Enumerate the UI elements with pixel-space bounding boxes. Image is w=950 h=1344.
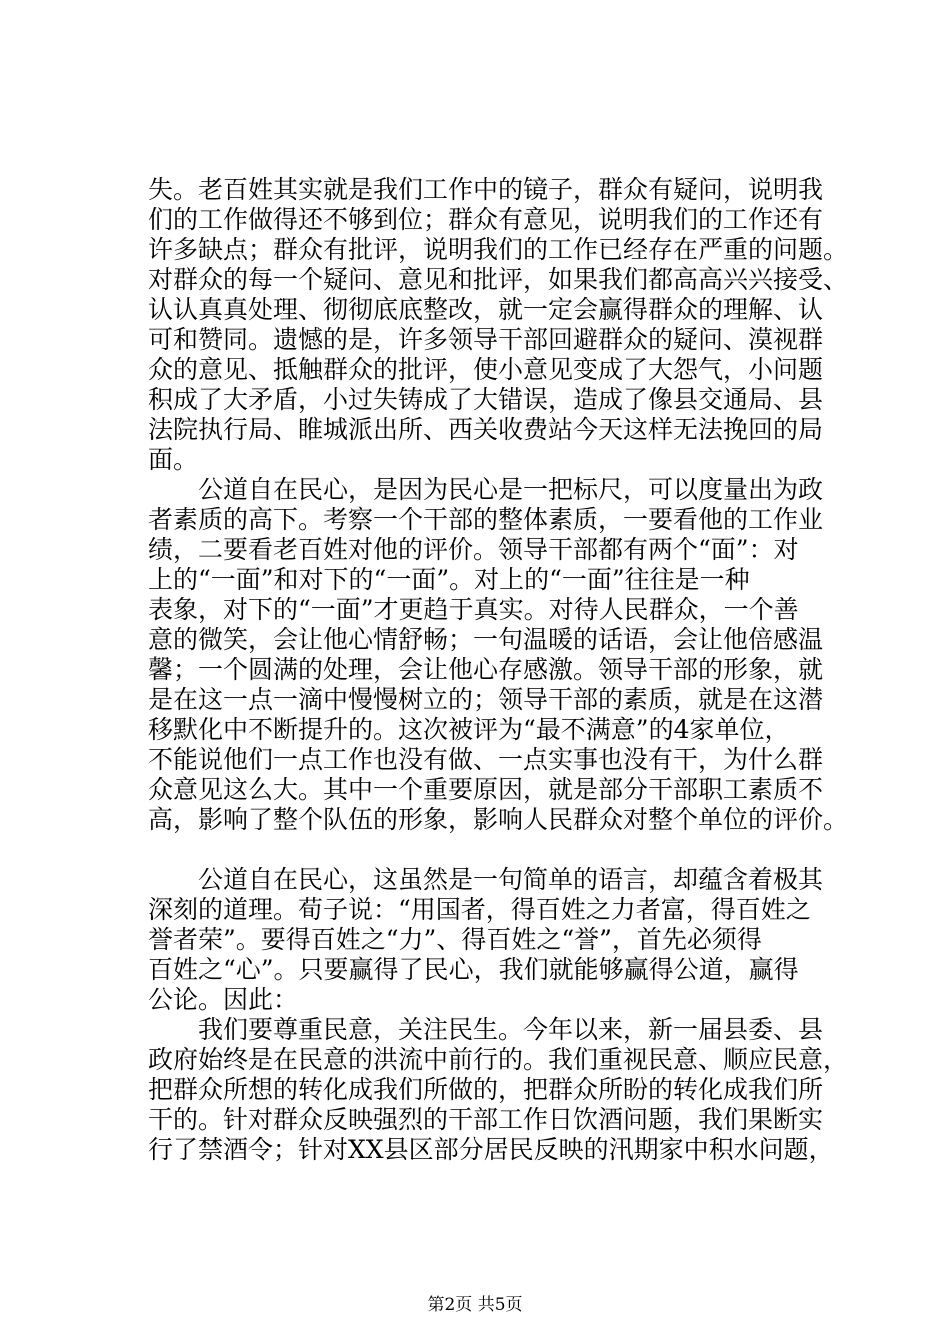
text-line: 移默化中不断提升的。这次被评为“最不满意”的4家单位，	[148, 715, 790, 744]
text-line: 上的“一面”和对下的“一面”。对上的“一面”往往是一种	[148, 565, 750, 594]
text-line: 不能说他们一点工作也没有做、一点实事也没有干，为什么群	[148, 745, 824, 774]
text-line: 对群众的每一个疑问、意见和批评，如果我们都高高兴兴接受、	[148, 265, 849, 294]
text-line: 百姓之“心”。只要赢得了民心，我们就能够赢得公道，赢得	[148, 955, 799, 984]
paragraph-spacer	[148, 835, 848, 865]
text-line: 积成了大矛盾，小过失铸成了大错误，造成了像县交通局、县	[148, 385, 824, 414]
text-line: 法院执行局、睢城派出所、西关收费站今天这样无法挽回的局	[148, 415, 824, 444]
text-line: 公论。因此：	[148, 985, 299, 1014]
text-line: 干的。针对群众反映强烈的干部工作日饮酒问题，我们果断实	[148, 1105, 824, 1134]
text-line: 们的工作做得还不够到位；群众有意见，说明我们的工作还有	[148, 205, 824, 234]
text-line: 者素质的高下。考察一个干部的整体素质，一要看他的工作业	[148, 505, 824, 534]
text-line: 表象，对下的“一面”才更趋于真实。对待人民群众，一个善	[148, 595, 799, 624]
text-line: 意的微笑，会让他心情舒畅；一句温暖的话语，会让他倍感温	[148, 625, 824, 654]
text-line: 公道自在民心，这虽然是一句简单的语言，却蕴含着极其	[148, 865, 824, 894]
text-line: 众的意见、抵触群众的批评，使小意见变成了大怨气，小问题	[148, 355, 824, 384]
text-line: 我们要尊重民意，关注民生。今年以来，新一届县委、县	[148, 1015, 824, 1044]
text-line: 高，影响了整个队伍的形象，影响人民群众对整个单位的评价。	[148, 805, 849, 834]
text-line: 馨；一个圆满的处理，会让他心存感激。领导干部的形象，就	[148, 655, 824, 684]
text-line: 把群众所想的转化成我们所做的，把群众所盼的转化成我们所	[148, 1075, 824, 1104]
text-line: 政府始终是在民意的洪流中前行的。我们重视民意、顺应民意，	[148, 1045, 849, 1074]
text-line: 公道自在民心，是因为民心是一把标尺，可以度量出为政	[148, 475, 824, 504]
text-line: 可和赞同。遗憾的是，许多领导干部回避群众的疑问、漠视群	[148, 325, 824, 354]
text-line: 众意见这么大。其中一个重要原因，就是部分干部职工素质不	[148, 775, 824, 804]
text-line: 绩，二要看老百姓对他的评价。领导干部都有两个“面”：对	[148, 535, 799, 564]
text-line: 认认真真处理、彻彻底底整改，就一定会赢得群众的理解、认	[148, 295, 824, 324]
text-line: 行了禁酒令；针对XX县区部分居民反映的汛期家中积水问题，	[148, 1135, 834, 1164]
text-line: 誉者荣”。要得百姓之“力”、得百姓之“誉”，首先必须得	[148, 925, 762, 954]
text-line: 是在这一点一滴中慢慢树立的；领导干部的素质，就是在这潜	[148, 685, 824, 714]
text-line: 失。老百姓其实就是我们工作中的镜子，群众有疑问，说明我	[148, 175, 824, 204]
page-footer: 第2页 共5页	[427, 1295, 523, 1315]
text-line: 许多缺点；群众有批评，说明我们的工作已经存在严重的问题。	[148, 235, 849, 264]
text-line: 面。	[148, 445, 199, 474]
text-line: 深刻的道理。荀子说：“用国者，得百姓之力者富，得百姓之	[148, 895, 811, 924]
body-text	[148, 175, 848, 1165]
